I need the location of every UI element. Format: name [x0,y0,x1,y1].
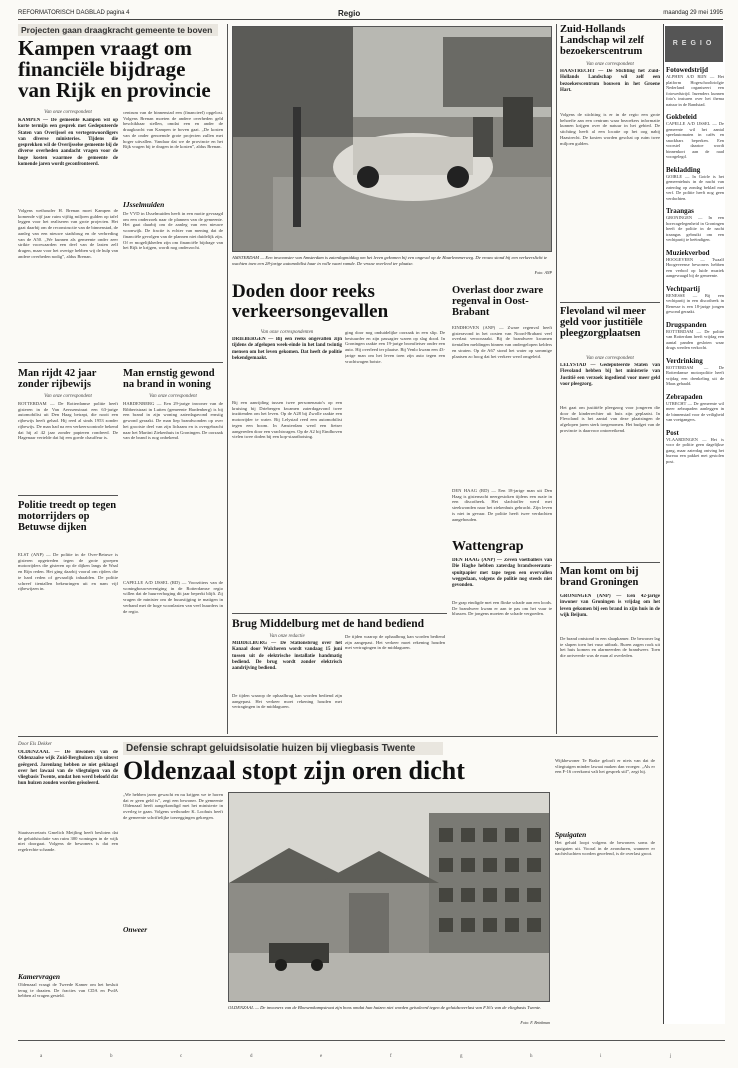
zuid-holland-lead: HAASTRECHT — De Stichting het Zuid-Hollands Landschap wil zelf een bezoekerscentrum bouwen in het Groene Hart. [560,69,660,93]
oldenzaal-photo [228,792,550,1002]
center-lead: DRIEBERGEN — Bij een reeks ongevallen zijn tijdens de afgelopen week-einde in het land twintig mensen om het leven gekomen. Dat heeft de politie bekendgemaakt. [232,337,342,361]
flevoland-body: Het gaat om justitiële pleegzorg voor jongeren die door de kinderrechter uit huis zijn geplaatst. In Flevoland is het aantal van deze plaatsingen de afgelopen jaren sterk toegenomen. Het budget van de provincie is daarvoor ontoereikend. [560,405,660,433]
brug-headline: Brug Middelburg met de hand bediend [232,618,425,630]
flevoland-headline: Flevoland wil meer geld voor justitiële pleegzorgplaatsen [560,306,646,340]
regio-item-title: Drugspanden [666,320,707,329]
brug-body-2: De tijden waarop de ophaalbrug kan worden bediend zijn aangepast. Het verkeer moet rekening houden met vertragingen in de middaguren. [345,634,445,651]
lead-body-3: De VVD in IJsselmuiden heeft in een motie gevraagd om een onderzoek naar de plannen van de gemeente. Het gaat daarbij om de aanleg van een nieuwe woonwijk. De fractie is echter van mening dat de financiële gevolgen van de plannen niet duidelijk zijn. Of er mogelijkheden zijn om financiële bijdrage van het Rijk te krijgen, wordt nog onderzocht. [123,211,223,251]
lead-subhead: IJsselmuiden [123,200,165,209]
footer-mark: e [320,1054,323,1059]
oldenzaal-sub-spuigaten: Spuigaten [555,830,587,839]
zuid-holland-body: Volgens de stichting is er in de regio een grote behoefte aan een centrum waar bezoekers informatie kunnen krijgen over de natuur in het gebied. De stichting heeft al een locatie op het oog nabij Haastrecht. De kosten worden geschat op ruim twee miljoen gulden. [560,112,660,146]
lead-intro: KAMPEN — De gemeente Kampen wil op korte termijn een gesprek met Gedeputeerde Staten van Overijssel en vertegenwoordigers van diverse ministeries. Tijdens die gesprekken wil de Overijsselse gemeente bij de diverse overheden aandacht vragen voor de hoge kosten waarmee de gemeente de komende jaren wordt geconfronteerd. [18,118,118,167]
center-headline: Doden door reeks verkeersongevallen [232,281,389,322]
brug-lead: MIDDELBURG — De Stationsbrug over het Kanaal door Walcheren wordt vandaag 15 juni tussen uit de elektrische installatie handmatig bediend. De brug wordt zonder elektrisch aandrijving bediend. [232,641,342,671]
regio-item-body: UTRECHT — De gemeente wil meer zebrapaden aanleggen in de binnenstad voor de veiligheid van voetgangers. [666,400,724,422]
capelle-brief-body: CAPELLE A/D IJSSEL (RD) — Voorzitters van de woningbouwvereniging in de Rotterdamse regio willen dat de huurverhoging dit jaar beperkt blijft. Zij vragen de minister om de huurstijging te matigen in verband met de hoge woonlasten van veel huurders in de regio. [123,580,223,614]
regio-item-body: VLAARDINGEN — Het is voor de politie geen dagelijkse gang, maar zaterdag ontving het bureau een pakket met gestolen post. [666,436,724,464]
man-brand-lead: GRONINGEN (ANP) — Een 42-jarige inwoner van Groningen is vrijdag om het leven gekomen bij een brand in zijn huis in de wijk Beijum. [560,594,660,618]
wattengrap-body: De grap eindigde met een flinke schade aan een loods. De brandweer kwam er aan te pas om het vuur te blussen. De jongens moeten de schade vergoeden. [452,600,552,617]
regio-item-body: RENESSE — Bij een vechtpartij in een discotheek in Renesse is een 18-jarige jongen gewond geraakt. [666,292,724,314]
lead-byline: Van onze correspondent [44,110,92,115]
regio-item [666,166,724,202]
brug-body: De tijden waarop de ophaalbrug kan worden bediend zijn aangepast. Het verkeer moet rekening houden met vertragingen in de middaguren. [232,693,342,710]
regio-item-body: ROTTERDAM — De Rotterdamse motorpolitie heeft vrijdag een drenkeling uit de Maas gehaald. [666,364,724,386]
regio-item-title: Traangas [666,207,694,215]
man-brand-body: De brand ontstond in een slaapkamer. De bewoner lag te slapen toen het vuur uitbrak. Buren zagen rook uit het huis komen en alarmeerden de brandweer. Toen die arriveerde was de man al overleden. [560,636,660,659]
lead-body: Volgens wethouder H. Brenan moet Kampen de komende vijf jaar ruim vijftig miljoen gulden op tafel leggen voor het realiseren van grote projecten. Het gaat daarbij om de reconstructie van de binnenstad, de aanleg van een nieuwe stadsbrug en de verbreding van de A50. „We kunnen als gemeente onder zeer strikte voorwaarden een deel van de lasten zelf dragen, maar voor het overige hebben wij de hulp van andere overheden nodig”, aldus Brenan. [18,208,118,259]
oldenzaal-body: Staatssecretaris Gmelich Meijling heeft besloten dat de geluidsisolatie van ruim 300 woningen in de wijk niet doorgaat. Volgens de bewoners is dat een regelrechte schande. [18,830,118,853]
wattengrap-lead: DEN HAAG (ANP) — Zeven voetballers van Die Haghe hebben zaterdag brandweerauto-spuitpapier met tape tegen een overvallen weggedaan, volgens de politie nog steeds niet gevonden. [452,558,552,588]
regio-banner: REGIO [665,26,723,62]
flevoland-byline: Van onze correspondent [586,356,634,361]
regio-item [666,321,724,351]
regio-item-title: Fotowedstrijd [666,66,708,74]
center-brief-headline: Man ernstig gewond na brand in woning [123,368,215,391]
regio-item [666,357,724,387]
center-body-2: ging door nog onduidelijke oorzaak in een slip. De bestuurder en zijn passagier waren op slag dood. In Groningen raakte een 19-jarige bromfietser onder een auto. Hij overleed ter plaatse. Bij Venlo kwam een 43-jarige man om het leven toen zijn auto tegen een vrachtwagen botste. [345,330,445,364]
footer-mark: j [670,1054,672,1059]
oldenzaal-photo-image [229,793,550,1002]
regio-item-title: Verdrinking [666,356,703,365]
regio-item-body: GOIRLE — In Goirle is het gemeentehuis in de nacht van zaterdag op zondag beklad met verf. De politie heeft nog geen verdachten. [666,173,724,201]
center-brief-body: HARDENBERG — Een 29-jarige inwoner van de Ribbertstraat in Lutten (gemeente Hardenberg) is bij een brand in zijn woning zaterdagavond ernstig gewond geraakt. De man liep brandwonden op over het grootste deel van zijn lichaam en is overgebracht naar het Martini Ziekenhuis in Groningen. De oorzaak van de brand is nog onbekend. [123,401,223,441]
oldenzaal-headline: Oldenzaal stopt zijn oren dicht [123,756,465,785]
center-brief-byline: Van onze correspondent [149,394,197,399]
footer-mark: a [40,1054,43,1059]
oldenzaal-body-4: Wijkbewoner Te Brake gelooft er niets van dat de vliegtuigen minder lawaai maken dan vroeger. „Als er een F-16 overkomt valt het gesprek stil”, zegt hij. [555,758,655,775]
lead-kicker: Projecten gaan draagkracht gemeente te boven [18,24,218,36]
footer-mark: h [530,1054,533,1059]
accident-photo-credit: Foto: ANP [534,270,552,275]
regio-item-body: HOOGEVEEN — Twaalf Hoogeveense bewoners hebben een verbod op luide muziek aangevraagd bij de gemeente. [666,256,724,278]
footer-mark: g [460,1054,463,1059]
flevoland-lead: LELYSTAD — Gedeputeerde Staten van Flevoland hebben bij het ministerie van Justitië een verzoek ingediend voor meer geld voor pleegzorg. [560,363,660,387]
regio-item [666,207,724,243]
brief1-headline: Man rijdt 42 jaar zonder rijbewijs [18,368,97,391]
oldenzaal-sub-onweer: Onweer [123,925,148,934]
oldenzaal-photo-caption: OLDENZAAL — De inwoners van de Bloesemkampstraat zijn boos omdat hun huizen niet worden geïsoleerd tegen de geluidsoverlast van F16's van de vliegbasis Twente. [228,1005,542,1010]
footer-mark: i [600,1054,602,1059]
brug-byline: Van onze redactie [269,634,305,639]
accident-photo [232,26,552,252]
oldenzaal-lead: OLDENZAAL — De inwoners van de Oldenzaalse wijk Zuid-Berghuizen zijn uiterst geërgerd. Jarenlang hebben ze niet geklaagd over het lawaai van de vliegtuigen van de vliegbasis Twente, omdat hen werd beloofd dat hun huizen zouden worden geïsoleerd. [18,750,118,787]
center-byline: Van onze correspondenten [260,330,314,335]
overlast-body: EINDHOVEN (ANP) — Zware regenval heeft gisteravond in het oosten van Noord-Brabant veel overlast veroorzaakt. Bij de brandweer kwamen tientallen meldingen binnen van ondergelopen kelders en straten. Op de A67 stond het water op sommige plaatsen zo hoog dat het verkeer werd omgeleid. [452,325,552,359]
brief1-body: ROTTERDAM — De Rotterdamse politie heeft gisteren in de Van Aerssenstraat een 63-jarige automobilist uit Den Haag betrapt, die nooit een rijbewijs heeft gehad. Hij reed al sinds 1953 zonder rijbewijs. De man had na een verkeerscontrole bekend dat hij al 42 jaar zonder papieren rondreed. De Hagenaar vertelde dat hij een goede chauffeur is. [18,401,118,441]
issue-date: maandag 29 mei 1995 [663,10,723,16]
oldenzaal-body-5: Het geluid loopt volgens de bewoners soms de spuigaten uit. Vooral in de avonduren, wanneer er nachtvluchten worden geoefend, is de overlast groot. [555,840,655,857]
overlast-headline: Overlast door zware regenval in Oost-Brabant [452,285,544,319]
brief2-headline: Politie treedt op tegen motorrijders op Betuwse dijken [18,500,117,534]
den-haag-body: DEN HAAG (RD) — Een 18-jarige man uit Den Haag is gisternacht neergestoken tijdens een ruzie in een discotheek. Het slachtoffer werd met steekwonden naar het ziekenhuis gebracht. Zijn leven is niet in gevaar. De politie heeft twee verdachten aangehouden. [452,488,552,522]
regio-item-title: Zebrapaden [666,392,703,401]
regio-item-title: Muziekverbod [666,248,710,257]
regio-item [666,393,724,423]
brief1-byline: Van onze correspondent [44,394,92,399]
oldenzaal-sub-kamervragen: Kamervragen [18,972,61,981]
accident-photo-image [233,27,552,252]
oldenzaal-kicker: Defensie schrapt geluidsisolatie huizen bij vliegbasis Twente [123,742,443,755]
zuid-holland-headline: Zuid-Hollands Landschap wil zelf bezoekerscentrum [560,24,645,58]
regio-item-title: Vechtpartij [666,284,700,293]
oldenzaal-body-2: „We hebben jaren gewacht en nu krijgen we te horen dat er geen geld is”, zegt een bewoner. De gemeente Oldenzaal heeft aangekondigd met het ministerie in overleg te gaan. Volgens wethouder K. Loohuis heeft de gemeente schriftelijke toezeggingen gekregen. [123,792,223,820]
oldenzaal-body-3: Oldenzaal vraagt de Tweede Kamer om het besluit terug te draaien. De fracties van CDA en PvdA hebben al vragen gesteld. [18,982,118,999]
footer-mark: f [390,1054,392,1059]
regio-item-title: Post [666,428,679,437]
regio-item-title: Bekladding [666,165,701,174]
regio-item [666,429,724,465]
regio-item-body: ALPHEN A/D RIJN — Het platform Hogeschooltriolgie Nederland organiseert een fotowedstrijd. Inzenders kunnen foto's insturen over het thema natuur in de Randstad. [666,74,724,107]
footer-mark: d [250,1054,253,1059]
center-body: Bij een aanrijding tussen twee personenauto's op een kruising bij Driebergen kwamen zaterdagavond twee inzittenden om het leven. Op de A28 bij Zwolle raakte een motorrijder te water. Bij Lelystad reed een automobilist tegen een boom. In Amsterdam werd een fietser aangereden door een vrachtwagen. Op de A2 bij Eindhoven vielen twee doden bij een kop-staartbotsing. [232,400,342,440]
regio-item-body: CAPELLE A/D IJSSEL — De gemeente wil het aantal speelautomaten in cafés en snackbars beperken. Een voorstel daartoe wordt binnenkort aan de raad voorgelegd. [666,121,724,159]
regio-item [666,249,724,279]
footer-mark: c [180,1054,183,1059]
oldenzaal-photo-credit: Foto: F. Brinkman [520,1020,550,1025]
regio-item [666,66,724,107]
lead-body-2: centrum van de binnenstad een (financieel) opgelost. Volgens Brenan moeten de andere overheden geld beschikbaar stellen, omdat een en ander de draagkracht van Kampen te boven gaat. „De kosten van de onder genoemde grote projecten zullen met hoger uitvallen. Vandaar dat we de provincie en het Rijk vragen bij te dragen in de kosten”, aldus Brenan. [123,110,223,150]
regio-items [666,66,724,1021]
brief2-body: ELST (ANP) — De politie in de Over-Betuwe is gisteren opgetreden tegen de grote groepen motorrijders die gisteren op de dijken langs de Waal en Rijn reden. Het ging daarbij vooral om rijders die te hard reden of gevaarlijk inhaalden. De politie schreef tientallen bekeuringen uit en nam vijf rijbewijzen in. [18,552,118,592]
regio-item-body: GRONINGEN — In een horecagelegenheid in Groningen heeft de politie in de nacht traangas gebruikt om een vechtpartij te beëindigen. [666,215,724,242]
regio-item-body: ROTTERDAM — De politie van Rotterdam heeft vrijdag een aantal panden gesloten waar drugs werden verkocht. [666,328,724,350]
oldenzaal-byline: Door Els Dekker [18,742,52,747]
paper-name: REFORMATORISCH DAGBLAD pagina 4 [18,10,130,16]
regio-item [666,285,724,315]
masthead [18,8,723,20]
wattengrap-headline: Wattengrap [452,539,524,554]
regio-item-title: Gokbeleid [666,113,697,121]
zuid-holland-byline: Van onze correspondent [586,62,634,67]
man-brand-headline: Man komt om bij brand Groningen [560,566,639,589]
regio-item [666,113,724,160]
section-name: Regio [338,9,361,18]
footer-mark: b [110,1054,113,1059]
accident-photo-caption: AMSTERDAM — Een inwoonster van Amsterdam is zaterdagmiddag om het leven gekomen bij een ongeval op de Haarlemmerweg. De vrouw stond bij een verkeerslicht te wachten toen een 28-jarige automobilist haar in volle vaart ramde. De vrouw overleed ter plaatse. [232,255,548,266]
lead-headline: Kampen vraagt om financiële bijdrage van Rijk en provincie [18,36,211,102]
